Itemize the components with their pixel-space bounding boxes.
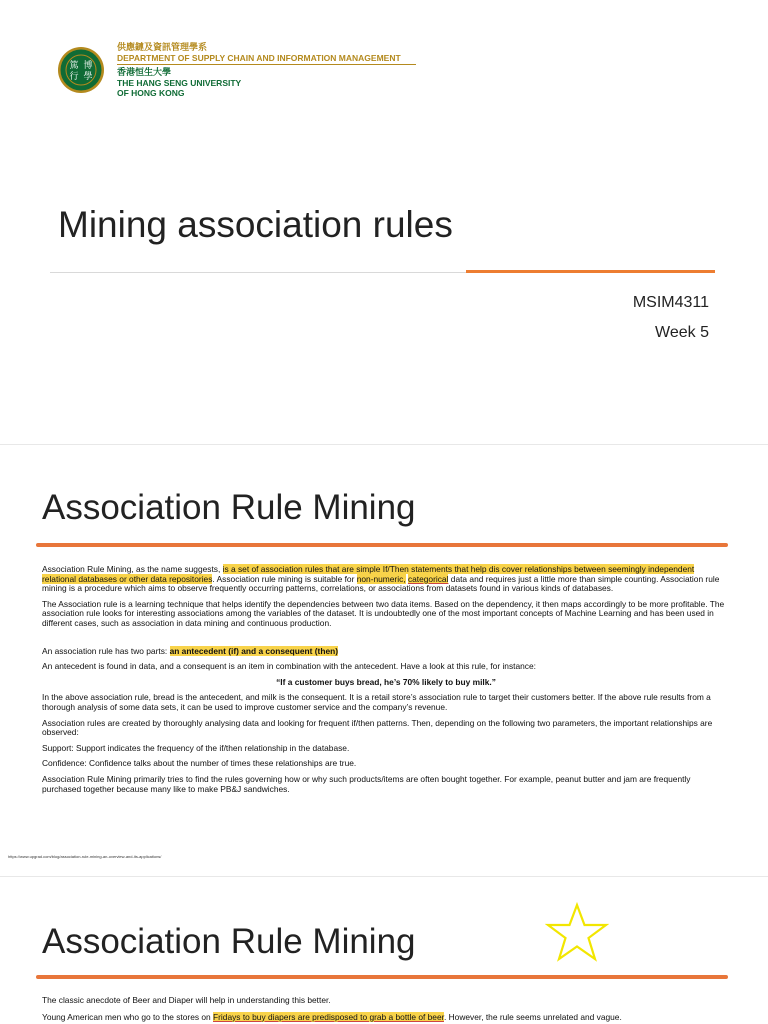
text-run: data and requires just a little more than simple counting. Association rule mining is a procedure which aims to observe frequently occurring patterns, correlations, or associations from datasets found in various kinds of databases.: [42, 573, 720, 594]
uni-name-zh: 香港恒生大學: [117, 67, 172, 77]
slide-body: [42, 996, 730, 1024]
paragraph-anecdote: The classic anecdote of Beer and Diaper will help in understanding this better.: [42, 995, 331, 1005]
dept-name-zh: 供應鏈及資訊管理學系: [117, 42, 208, 52]
title-divider-orange: [466, 270, 715, 273]
slide-separator: [0, 444, 768, 445]
highlighted-text: an antecedent (if) and a consequent (then): [169, 645, 339, 656]
star-icon: [545, 902, 609, 964]
source-link[interactable]: https://www.upgrad.com/blog/association-rule-mining-an-overview-and-its-applications/: [8, 854, 162, 859]
paragraph-beer-diaper: [42, 1013, 730, 1023]
content-slide-1: [0, 458, 768, 868]
content-slide-2: [0, 884, 768, 1024]
text-run: Association Rule Mining, as the name suggests,: [42, 564, 223, 574]
slide-title: Mining association rules: [58, 204, 453, 245]
title-divider-grey: [50, 272, 466, 273]
highlighted-text: is a set of association rules that are simple If/Then statements that help dis cover relationships between seemingly independent relational databases or other data repositories: [42, 564, 695, 584]
paragraph-confidence: Confidence: Confidence talks about the number of times these relationships are true.: [42, 758, 357, 769]
slide-heading: Association Rule Mining: [42, 922, 416, 961]
dept-name-en: DEPARTMENT OF SUPPLY CHAIN AND INFORMATION MANAGEMENT: [117, 53, 401, 63]
svg-text:行: 行: [69, 72, 79, 82]
heading-underline: [36, 975, 728, 979]
slide-heading: Association Rule Mining: [42, 488, 416, 527]
paragraph-definition: [42, 565, 730, 594]
text-run: . However, the rule seems unrelated and vague.: [443, 1011, 622, 1022]
svg-text:篤: 篤: [69, 61, 79, 71]
paragraph-creation: Association rules are created by thoroughly analysing data and looking for frequent if/then patterns. Then, depending on the following two parameters, the important relationships are observed:: [42, 717, 713, 738]
paragraph-support: Support: Support indicates the frequency of the if/then relationship in the database.: [42, 742, 350, 753]
course-code: MSIM4311: [632, 294, 709, 311]
text-run: . Association rule mining is suitable for: [212, 573, 357, 584]
paragraph-example: In the above association rule, bread is the antecedent, and milk is the consequent. It is a retail store’s association rule to target their customers better. If the above rule results from a thorough analysis of some data sets, it can be used to improve customer service and the company’s revenue.: [42, 692, 711, 712]
paragraph-pbj: Association Rule Mining primarily tries to find the rules governing how or why such products/items are often bought together. For example, peanut butter and jam are frequently purchased together because many like to make PB&J sandwiches.: [42, 773, 691, 794]
highlighted-text: categorical: [407, 573, 449, 584]
paragraph-two-parts: [42, 647, 730, 657]
highlighted-text: Fridays to buy diapers are predisposed to grab a bottle of beer: [213, 1011, 444, 1022]
title-slide: [0, 0, 768, 430]
header-rule: [117, 64, 416, 65]
svg-text:博: 博: [83, 61, 93, 71]
university-logo: [57, 46, 105, 94]
heading-underline: [36, 543, 728, 547]
text-run: Young American men who go to the stores on: [42, 1011, 214, 1022]
department-header: [117, 42, 416, 98]
text-run: An association rule has two parts:: [42, 645, 170, 656]
uni-name-en-line1: THE HANG SENG UNIVERSITY: [117, 78, 242, 88]
uni-name-en-line2: OF HONG KONG: [117, 88, 185, 98]
svg-text:學: 學: [83, 72, 93, 82]
slide-separator: [0, 876, 768, 877]
slide-body: [42, 565, 730, 800]
week-label: Week 5: [655, 324, 709, 341]
paragraph-learning: The Association rule is a learning technique that helps identify the dependencies between two data items. Based on the dependency, it then maps accordingly to be more profitable. The association rule looks for interesting associations among the variables of the dataset. It is undoubtedly one of the most important concepts of Machine Learning and has been used in different cases, such as association in data mining and continuous production.: [42, 598, 725, 628]
example-quote: “If a customer buys bread, he’s 70% likely to buy milk.”: [276, 676, 496, 687]
paragraph-antecedent: An antecedent is found in data, and a consequent is an item in combination with the antecedent. Have a look at this rule, for instance:: [42, 661, 536, 672]
highlighted-text: non-numeric,: [356, 573, 406, 584]
